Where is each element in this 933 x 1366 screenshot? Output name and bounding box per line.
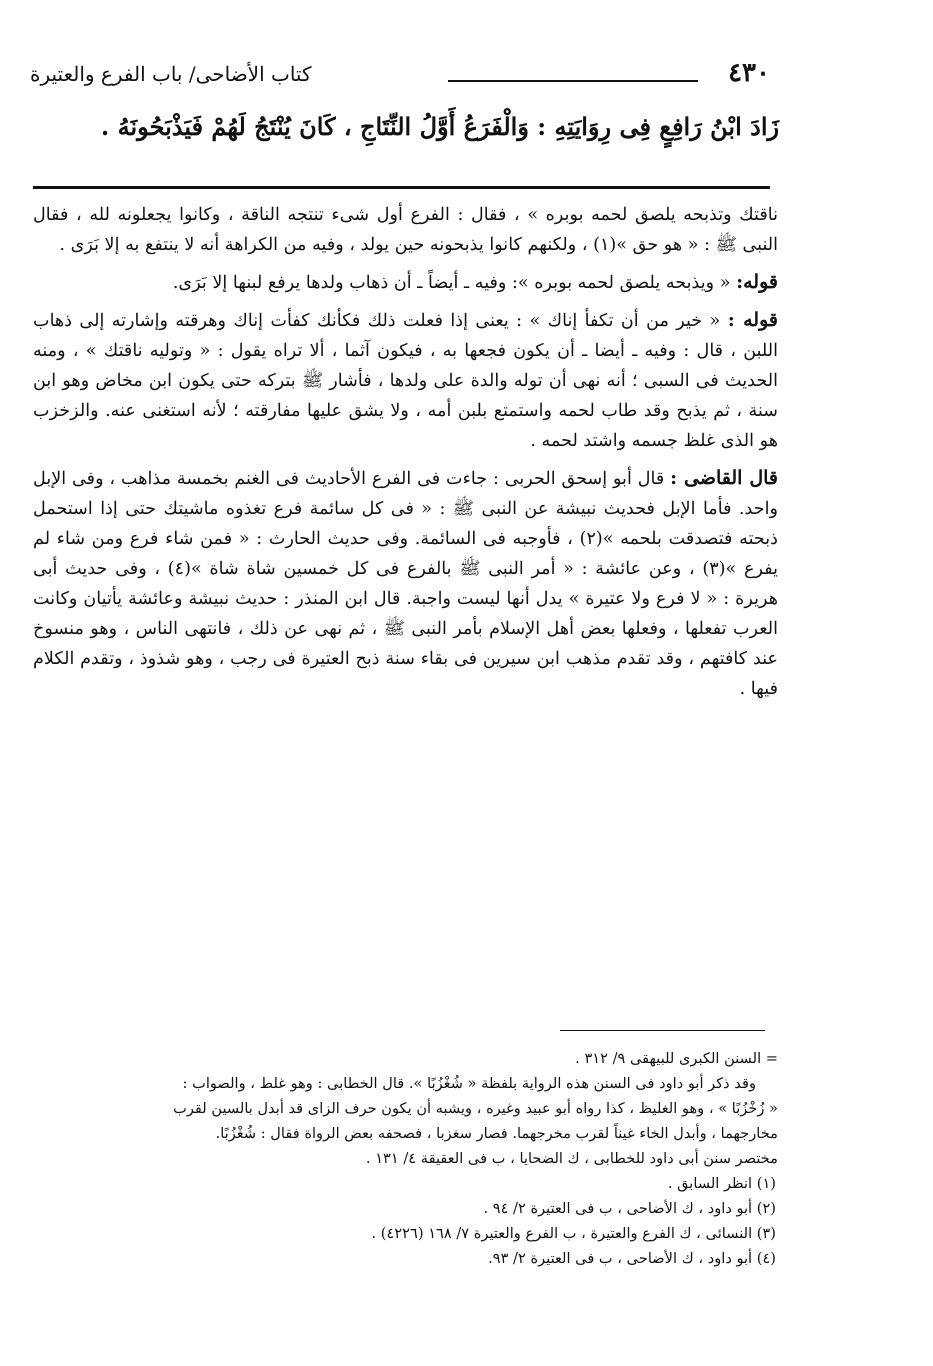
footnote-separator-rule [560,1030,765,1031]
paragraph-text: ناقتك وتذبحه يلصق لحمه بوبره » ، فقال : الفرع أول شىء تنتجه الناقة ، وكانوا يجعلونه لله ، فقال النبى ﷺ : « هو حق »(١) ، ولكنهم كانوا يذبحونه حين يولد ، وفيه من الكراهة أنه لا ينتفع به إلا بَرَى . [33,205,778,255]
page-number: ٤٣٠ [728,58,770,88]
page-header [30,58,770,92]
hadith-text-line: زَادَ ابْنُ رَافِعٍ فِى رِوَايَتِهِ : وَالْفَرَعُ أَوَّلُ النِّتَاجِ ، كَانَ يُنْتَجُ لَهُمْ فَيَذْبَحُونَهُ . [100,112,780,141]
commentary-paragraph [33,305,778,456]
main-separator-rule [33,186,770,189]
commentary-paragraph [33,463,778,704]
paragraph-label: قال القاضى : [670,467,779,489]
footnote-item: (٤) أبو داود ، ك الأضاحى ، ب فى العتيرة ٢/ ٩٣. [488,1250,776,1267]
paragraph-text: قال أبو إسحق الحربى : جاءت فى الفرع الأحاديث فى الغنم بخمسة مذاهب ، وفى الإبل واحد. فأما الإبل فحديث نبيشة عن النبى ﷺ : « فى كل سائمة فرع تغذوه ماشيتك حتى إذا استحمل ذبحته فتصدقت بلحمه »(٢) ، فأوجبه فى السائمة. وفى حديث الحارث : « فمن شاء فرع ومن شاء لم يفرع »(٣) ، وعن عائشة : « أمر النبى ﷺ بالفرع فى كل خمسين شاة شاة »(٤) ، وفى حديث أبى هريرة : « لا فرع ولا عتيرة » يدل أنها ليست واجبة. قال ابن المنذر : حديث نبيشة وعائشة يأتيان وكانت العرب تفعلها ، وفعلها بعض أهل الإسلام بأمر النبى ﷺ ، ثم نهى عن ذلك ، فانتهى الناس ، وهو منسوخ عند كافتهم ، وقد تقدم مذهب ابن سيرين فى بقاء سنة ذبح العتيرة فى رجب ، وهو شذوذ ، وتقدم الكلام فيها . [33,469,778,699]
commentary-body [33,200,778,711]
footnote-item: (٣) النسائى ، ك الفرع والعتيرة ، ب الفرع والعتيرة ٧/ ١٦٨ (٤٢٢٦) . [371,1225,776,1242]
commentary-paragraph [33,267,778,298]
paragraph-label: قوله : [727,309,778,331]
footnotes [33,1046,778,1271]
running-title: كتاب الأضاحى/ باب الفرع والعتيرة [30,62,312,86]
header-rule [448,80,698,82]
paragraph-label: قوله: [736,271,778,293]
footnote-continuation-line: « زُخْزُبًا » ، وهو الغليظ ، كذا رواه أبو عبيد وغيره ، ويشبه أن يكون حرف الزاى قد أبدل بالسين لقرب [173,1100,778,1117]
commentary-paragraph [33,200,778,260]
footnote-continuation-line: = السنن الكبرى للبيهقى ٩/ ٣١٢ . [575,1050,778,1067]
footnote-item: (١) انظر السابق . [667,1175,776,1192]
footnote-continuation-line: وقد ذكر أبو داود فى السنن هذه الرواية بلفظة « شُغْزُبًا ». قال الخطابى : وهو غلط ، والصواب : [182,1075,756,1092]
footnote-continuation-line: مختصر سنن أبى داود للخطابى ، ك الضحايا ، ب فى العقيقة ٤/ ١٣١ . [365,1150,778,1167]
paragraph-text: « ويذبحه يلصق لحمه بوبره »: وفيه ـ أيضاً ـ أن ذهاب ولدها يرفع لبنها إلا بَرَى. [172,273,731,293]
footnote-continuation-line: مخارجهما ، وأبدل الخاء غيناً لقرب مخرجهما. فصار سغزبا ، فصحفه بعض الرواة فقال : شُغْزُبًا. [215,1125,778,1142]
paragraph-text: « خير من أن تكفأ إناك » : يعنى إذا فعلت ذلك فكأنك كفأت إناك وهرقته وإشارته إلى ذهاب اللبن ، قال : وفيه ـ أيضا ـ أن يكون فجعها به ، فيكون آثما ، ألا تراه يقول : « وتوليه ناقتك » ، ومنه الحديث فى السبى ؛ أنه نهى أن توله والدة على ولدها ، فأشار ﷺ بتركه حتى يكون ابن مخاض وهو ابن سنة ، ثم يذبح وقد طاب لحمه واستمتع بلبن أمه ، ولا يشق عليها مفارقته ؛ لأنه استغنى عنه. والزخزب هو الذى غلظ جسمه واشتد لحمه . [33,311,778,451]
footnote-item: (٢) أبو داود ، ك الأضاحى ، ب فى العتيرة ٢/ ٩٤ . [483,1200,776,1217]
